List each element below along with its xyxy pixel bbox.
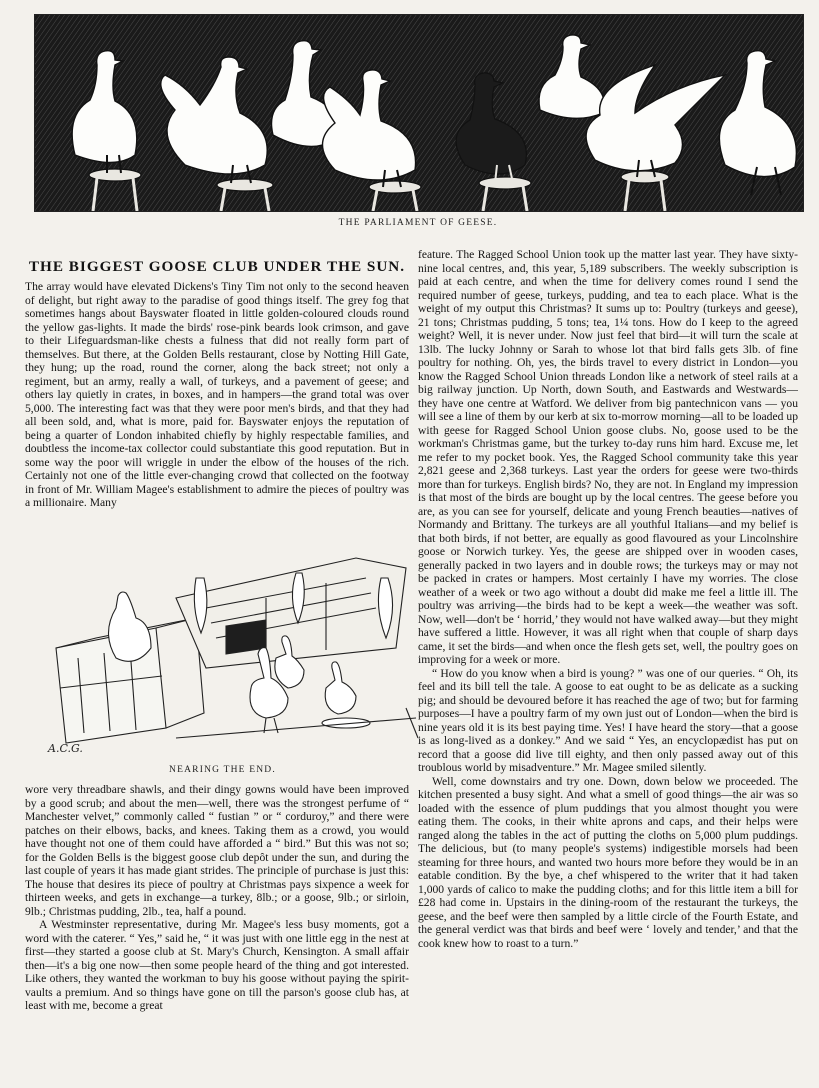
right-column — [418, 248, 798, 1084]
article-paragraph: “ How do you know when a bird is young? ” was one of our queries. “ Oh, its feel and its bill tell the tale. A goose to eat ought to be as delicate as a sucking pig; and should be devoured before it has reached the age of two; but for farming purposes—I have a poultry farm of my own just out of London—when the bird is nine years old it is its best paying time. Yes! I have heard the story—that a goose is as long-lived as a donkey.” And we said “ Yes, an encyclopædist has put on record that a goose did live till eighty, and then only passed away out of this troublous world by misadventure.” Mr. Magee smiled silently. — [418, 666, 798, 774]
geese-engraving — [35, 15, 803, 211]
left-column-top — [25, 280, 409, 532]
article-paragraph: The array would have elevated Dickens's Tiny Tim not only to the second heaven of delight, but right away to the paradise of good things itself. The grey fog that sometimes hangs about Bayswater floated in little golden-coloured clouds round the yellow gas-lights. It made the birds' rose-pink beards look crimson, and gave to their Lifeguardsman-like chests a fulness that did not really form part of themselves. But there, at the Golden Bells restaurant, close by Notting Hill Gate, they hung; up the road, round the corner, along the back street; not only a regiment, but an army, really a wall, of turkeys, and a pavement of geese; and others lay quietly in crates, in boxes, and in hampers—the grand total was over 5,000. The interesting fact was that they were poor men's birds, and that they had all been sold, and, what is more, paid for. Bayswater enjoys the reputation of being a quarter of London inhabited chiefly by highly respectable families, and doubtless the income-tax collector could substantiate this good reputation. But in some way the poor will wriggle in under the elbow of the houses of the rich. Certainly not one of the little ever-changing crowd that collected on the footway in front of Mr. William Magee's establishment to admire the pieces of poultry was a millionaire. Many — [25, 280, 409, 509]
left-column-bottom — [25, 783, 409, 1083]
nearing-the-end-illustration — [26, 538, 419, 760]
article-paragraph: Well, come downstairs and try one. Down, down below we proceeded. The kitchen presented a busy sight. And what a smell of good things—the air was so loaded with the essence of plum puddings that you almost thought you were eating them. The cooks, in their white aprons and caps, and their helps were ranged along the tables in the act of putting the cloths on 5,000 plum puddings. The delicious, but (to many people's systems) indigestible morsels had been steaming for three hours, and wanted two hours more before they would be in an eatable condition. By the bye, a chef whispered to the writer that it had taken 1,000 yards of calico to make the pudding cloths; and for this little item a bill for £28 had come in. Upstairs in the dining-room of the restaurant the turkeys, the geese, and the beef were then sampled by a little circle of the Fourth Estate, and the general verdict was that birds and beef were ‘ lovely and tender,’ and that the cook knew how to roast to a turn.” — [418, 774, 798, 950]
artist-signature: A.C.G. — [48, 742, 83, 755]
article-headline: THE BIGGEST GOOSE CLUB UNDER THE SUN. — [28, 258, 406, 275]
article-paragraph: wore very threadbare shawls, and their dingy gowns would have been improved by a good scrub; and about the men—well, there was the strongest perfume of “ Manchester velvet,” commonly called “ fustian ” or “ corduroy,” and there were patches on their elbows, backs, and knees. Taking them as a crowd, you would have thought not one of them could have afforded a “ bird.” But this was not so; for the Golden Bells is the biggest goose club depôt under the sun, and during the last couple of years it has made giant strides. The principle of purchase is just this: The house that desires its piece of poultry at Christmas pays sixpence a week for thirteen weeks, and gets in exchange—a turkey, 8lb.; or a goose, 9lb.; or sirloin, 9lb.; Christmas pudding, 2lb., tea, half a pound. — [25, 783, 409, 918]
top-illustration-caption: THE PARLIAMENT OF GEESE. — [338, 218, 498, 228]
parliament-of-geese-illustration — [34, 14, 804, 212]
sketch-caption: NEARING THE END. — [169, 765, 276, 775]
article-paragraph: feature. The Ragged School Union took up the matter last year. They have sixty-nine local centres, and, this year, 5,189 subscribers. The weekly subscription is paid at each centre, and when the time for delivery comes round I send the required number of geese, turkeys, pudding, and tea to each place. What is the weight of my output this Christmas? It sums up to: Poultry (turkeys and geese), 21 tons; Christmas pudding, 5 tons; tea, 1¼ tons. How do I keep to the agreed weight? Well, it is never under. Now just feel that bird—it will turn the scale at 13lb. The lucky Johnny or Sarah to whose lot that bird falls gets 3lb. of fine poultry for nothing. Oh, yes, the birds travel to every district in London—you know the Ragged School Union threads London like a network of steel rails at a big railway junction. Up North, down South, and Eastwards and Westwards—they have one centre at Watford. We deliver from big pantechnicon vans — you will see a line of them by our kerb at six to-morrow morning—all to be loaded up with geese for Ragged School Union goose clubs. No, goose used to be the workman's Christmas game, but the turkey to-day runs him hard. Excuse me, let me refer to my pocket book. Yes, the Ragged School community take this year 2,821 geese and 2,368 turkeys. Last year the orders for geese were two-thirds more than for turkeys. English birds? No, they are not. In England my impression is that most of the birds are bought up by the local centres. The geese before you are, as you can see for yourself, delicate and young French beauties—natives of Normandy and Brittany. The turkeys are all youthful Italians—and my belief is that both birds, if not better, are equally as good flavoured as your Lincolnshire goose or Norwich turkey. Yes, the geese are shipped over in wooden cases, generally packed in two layers and in double rows; the turkeys may or may not be packed in crates or hampers. Most certainly I have my worries. The close weather of a week or two ago without a doubt did make me feel a little ill. The poultry was arriving—the birds had to be kept a week—the weather was soft. Now, well—don't be ‘ horrid,’ they would not have walked away—but they might have suffered a little. However, it was all right when that couple of sharp days came, it set the birds—and when once the flesh gets set, well, the poultry goes on improving for a week or more. — [418, 248, 798, 666]
article-paragraph: A Westminster representative, during Mr. Magee's less busy moments, got a word with the caterer. “ Yes,” said he, “ it was just with one little egg in the nest at first—they started a goose club at St. Mary's Church, Kensington. A small affair then—it's a big one now—then some people heard of the thing and got interested. Like others, they wanted the workman to buy his goose without paying the spirit-vaults a premium. And so things have gone on till the parson's goose club has, at least with me, become a great — [25, 918, 409, 1012]
poultry-shop-sketch — [26, 538, 419, 760]
